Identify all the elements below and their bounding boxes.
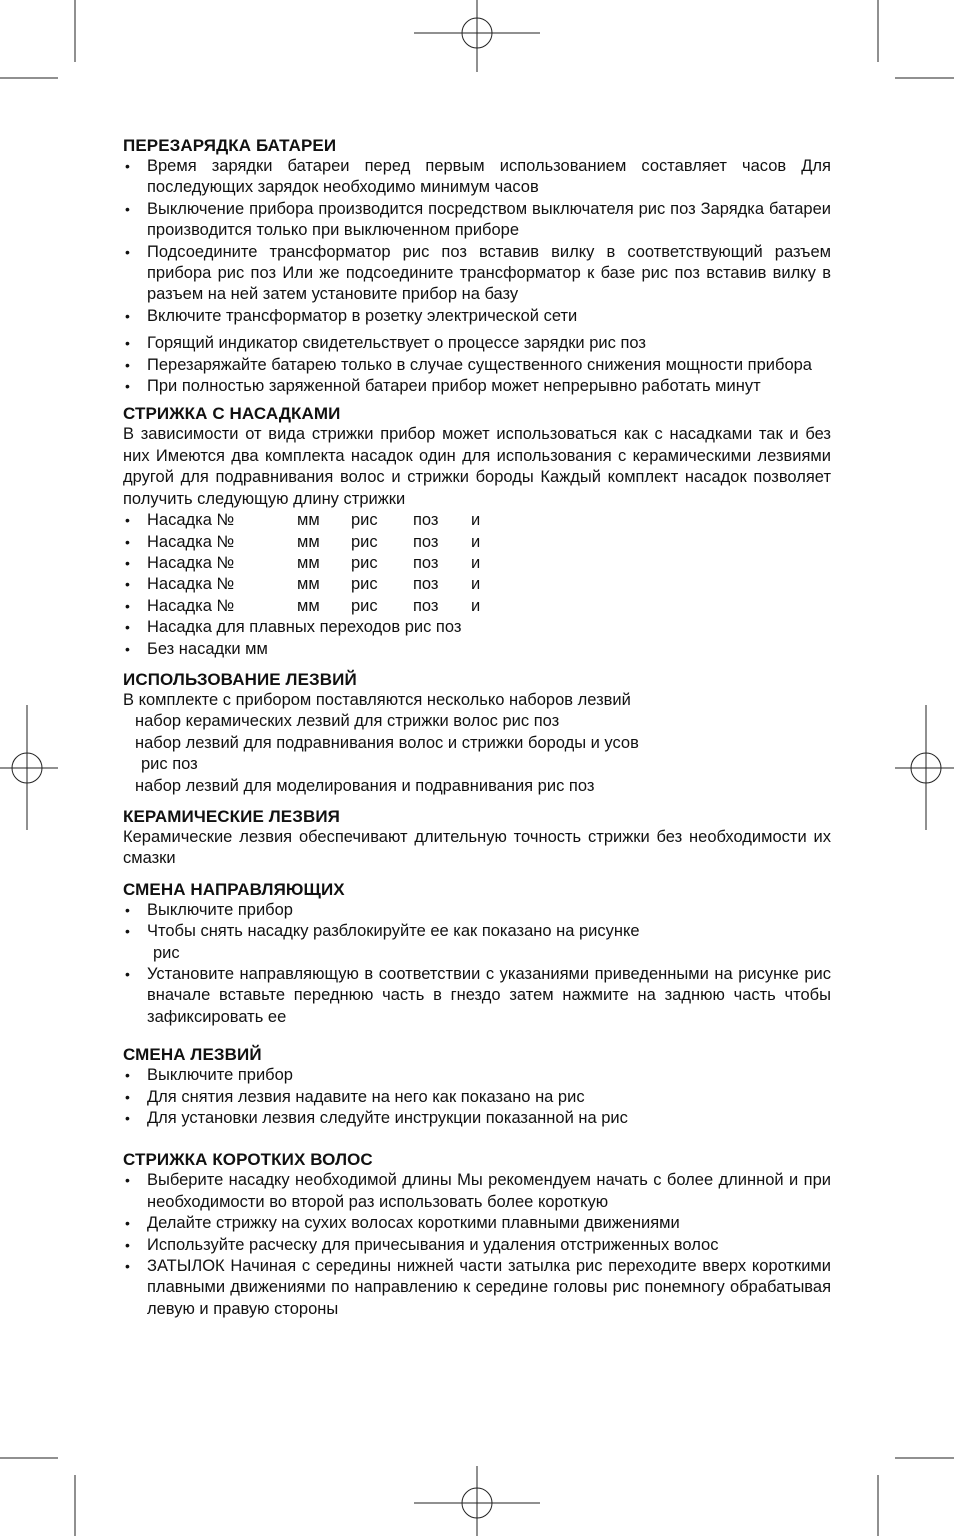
list-item: • Подсоедините трансформатор рис поз вставив вилку в соответствующий разъем прибора рис поз Или же подсоедините трансформатор к базе рис поз вставив вилку в разъем на ней затем установите прибор на базу [123, 242, 831, 306]
guides-fig-line: рис [153, 943, 180, 962]
short-hair-list [123, 1170, 831, 1320]
list-item: • Насадка № мм рис поз и [123, 596, 831, 617]
blades-change-list [123, 1065, 831, 1129]
list-item: • Для снятия лезвия надавите на него как показано на рис [123, 1087, 831, 1108]
registration-mark-top [414, 0, 540, 72]
nozzle-list [123, 510, 831, 660]
section-short-hair [123, 1149, 831, 1320]
section-heading-attachments: СТРИЖКА С НАСАДКАМИ [123, 404, 341, 424]
list-item: • Перезаряжайте батарею только в случае существенного снижения мощности прибора [123, 355, 831, 376]
list-item: • Чтобы снять насадку разблокируйте ее как показано на рисунке [123, 921, 831, 942]
blades-use-line: набор лезвий для моделирования и подравнивания рис поз [135, 776, 595, 795]
section-guides [123, 879, 831, 1028]
list-item: • Используйте расческу для причесывания и удаления отстриженных волос [123, 1235, 831, 1256]
list-item: • Насадка № мм рис поз и [123, 574, 831, 595]
list-item: • Насадка № мм рис поз и [123, 553, 831, 574]
list-item: • Выключите прибор [123, 900, 831, 921]
section-heading-blades-use: ИСПОЛЬЗОВАНИЕ ЛЕЗВИЙ [123, 669, 357, 689]
section-heading-short-hair: СТРИЖКА КОРОТКИХ ВОЛОС [123, 1150, 373, 1170]
blades-use-line: набор лезвий для подравнивания волос и стрижки бороды и усов [135, 733, 639, 752]
section-attachments [123, 403, 831, 659]
list-item: • Для установки лезвия следуйте инструкции показанной на рис [123, 1108, 831, 1129]
guides-list-2 [123, 964, 831, 1028]
list-item: • При полностью заряженной батареи прибор может непрерывно работать минут [123, 376, 831, 397]
list-item: • Установите направляющую в соответствии с указаниями приведенными на рисунке рис вначале вставьте переднюю часть в гнездо затем нажмите на заднюю часть чтобы зафиксировать ее [123, 964, 831, 1028]
list-item: • Время зарядки батареи перед первым использованием составляет часов Для последующих зарядок необходимо минимум часов [123, 156, 831, 199]
list-item: • Насадка № мм рис поз и [123, 532, 831, 553]
section-heading-blades-change: СМЕНА ЛЕЗВИЙ [123, 1045, 262, 1065]
registration-mark-right [895, 705, 954, 830]
list-item: • Включите трансформатор в розетку электрической сети [123, 306, 831, 327]
list-item: • Выключите прибор [123, 1065, 831, 1086]
attachments-paragraph: В зависимости от вида стрижки прибор может использоваться как с насадками так и без них Имеются два комплекта насадок один для использования с керамическими лезвиями другой для подравнивания волос и стрижки бороды Каждый комплект насадок позволяет получить следующую длину стрижки [123, 425, 831, 508]
list-item: • Выключение прибора производится посредством выключателя рис поз Зарядка батареи производится только при выключенном приборе [123, 199, 831, 242]
list-item: • Насадка № мм рис поз и [123, 510, 831, 531]
ceramic-paragraph: Керамические лезвия обеспечивают длительную точность стрижки без необходимости их смазки [123, 827, 831, 868]
recharge-list [123, 156, 831, 327]
list-item: • Насадка для плавных переходов рис поз [123, 617, 831, 638]
document-page [123, 135, 831, 1320]
blades-use-line: набор керамических лезвий для стрижки волос рис поз [135, 712, 560, 731]
section-recharge [123, 135, 831, 397]
list-item: • Делайте стрижку на сухих волосах короткими плавными движениями [123, 1213, 831, 1234]
list-item: • Выберите насадку необходимой длины Мы рекомендуем начать с более длинной и при необходимости во второй раз использовать более короткую [123, 1170, 831, 1213]
list-item: • ЗАТЫЛОК Начиная с середины нижней части затылка рис переходите вверх короткими плавными движениями по направлению к середине головы рис понемногу обрабатывая левую и правую стороны [123, 1256, 831, 1320]
blades-use-intro: В комплекте с прибором поставляются несколько наборов лезвий [123, 690, 631, 709]
section-heading-recharge: ПЕРЕЗАРЯДКА БАТАРЕИ [123, 136, 337, 155]
section-ceramic [123, 806, 831, 870]
recharge-list-2 [123, 333, 831, 397]
list-item: • Без насадки мм [123, 639, 831, 660]
blades-use-line: рис поз [141, 755, 198, 774]
section-blades-use [123, 669, 831, 797]
registration-mark-left [0, 705, 58, 830]
guides-list [123, 900, 831, 943]
section-heading-guides: СМЕНА НАПРАВЛЯЮЩИХ [123, 879, 345, 899]
list-item: • Горящий индикатор свидетельствует о процессе зарядки рис поз [123, 333, 831, 354]
registration-mark-bottom [414, 1466, 540, 1536]
section-blades-change [123, 1044, 831, 1129]
section-heading-ceramic: КЕРАМИЧЕСКИЕ ЛЕЗВИЯ [123, 806, 340, 826]
